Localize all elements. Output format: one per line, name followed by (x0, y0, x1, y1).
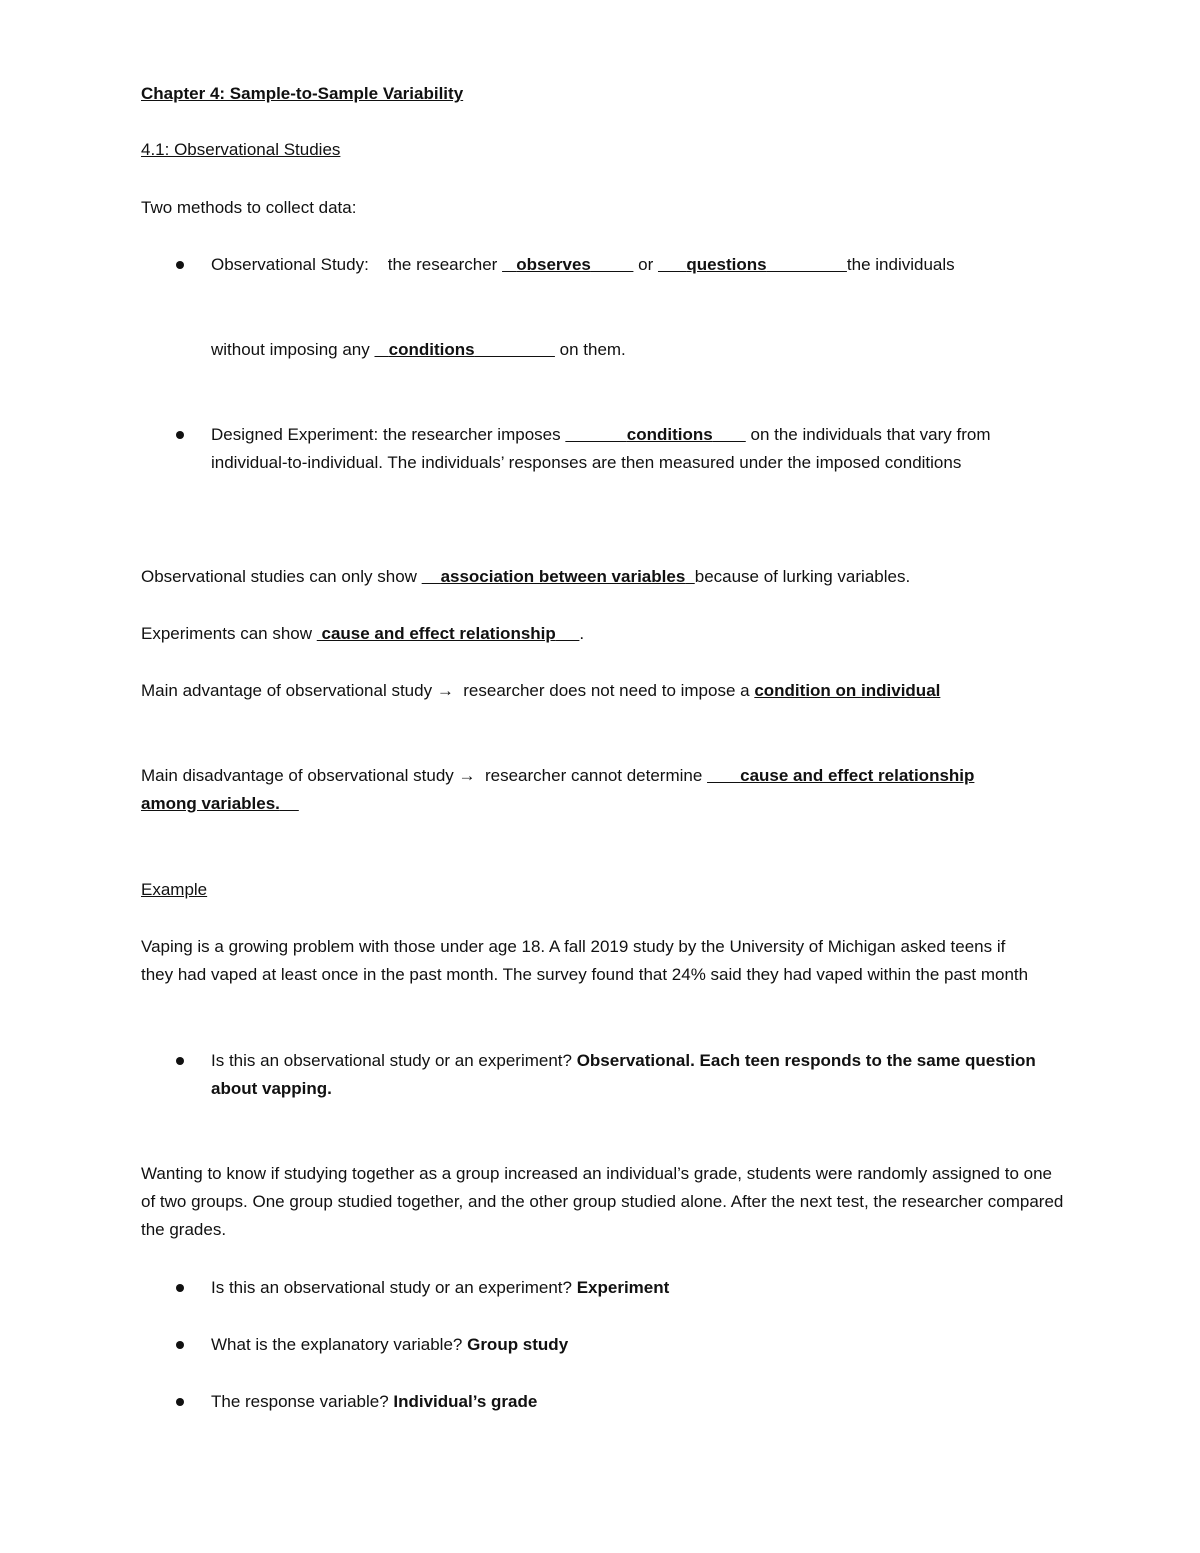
obs-study-line2: without imposing any conditions on them. (211, 340, 626, 359)
example2-answer2: Group study (467, 1335, 569, 1354)
bullet-icon (176, 1398, 184, 1406)
example2-text: Wanting to know if studying together as a group increased an individual’s grade, students were randomly assigned to one of two groups. One group studied together, and the other group studied alone. After the next test, the researcher compared the grades. (141, 1164, 1064, 1239)
exp-can-show: Experiments can show cause and effect relationship . (141, 624, 585, 643)
example1-answer: Observational. Each teen responds to the same question about vapping. (211, 1051, 1036, 1098)
answer-association: association between variables (440, 567, 686, 586)
main-disadvantage: Main disadvantage of observational study → researcher cannot determine cause and effect relationship among variables. (141, 766, 975, 813)
arrow-right-icon: → (458, 766, 476, 785)
observational-study-item: Observational Study: the researcher observes or questions the individuals (141, 251, 1096, 279)
obs-study-label: Observational Study: (211, 255, 369, 274)
example1-question-item: Is this an observational study or an experiment? Observational. Each teen responds to the same question about vapping. (141, 1047, 1066, 1103)
answer-disadvantage: cause and effect relationship among variables. (141, 766, 975, 813)
bullet-icon (176, 1341, 184, 1349)
answer-observes: observes (516, 255, 591, 274)
chapter-title: Chapter 4: Sample-to-Sample Variability (141, 84, 464, 103)
example2-answer3: Individual’s grade (393, 1392, 538, 1411)
obs-study-text2: the individuals (846, 255, 955, 274)
example2-answer1: Experiment (576, 1278, 670, 1297)
bullet-icon (176, 1284, 184, 1292)
main-advantage: Main advantage of observational study → researcher does not need to impose a condition on individual (141, 681, 941, 700)
answer-conditions-1: conditions (388, 340, 475, 359)
arrow-right-icon: → (436, 681, 454, 700)
answer-advantage: condition on individual (754, 681, 941, 700)
answer-conditions-2: conditions (626, 425, 713, 444)
bullet-icon (176, 431, 184, 439)
methods-intro: Two methods to collect data: (141, 198, 357, 217)
designed-experiment-item: Designed Experiment: the researcher imposes conditions on the individuals that vary from individual-to-individual. The individuals’ responses are then measured under the imposed conditions (141, 421, 1066, 477)
obs-can-show: Observational studies can only show association between variables because of lurking variables. (141, 567, 911, 586)
answer-questions: questions (686, 255, 767, 274)
bullet-icon (176, 1057, 184, 1065)
example2-question1-item: Is this an observational study or an experiment? Experiment (141, 1274, 1066, 1302)
bullet-icon (176, 261, 184, 269)
example1-text: Vaping is a growing problem with those under age 18. A fall 2019 study by the University of Michigan asked teens if they had vaped at least once in the past month. The survey found that 24% said they had vaped within the past month (141, 937, 1029, 984)
section-title: 4.1: Observational Studies (141, 140, 341, 159)
obs-study-text1: the researcher (387, 255, 503, 274)
example2-question3-item: The response variable? Individual’s grade (141, 1388, 1066, 1416)
answer-cause-effect: cause and effect relationship (321, 624, 556, 643)
example-heading: Example (141, 880, 208, 899)
example2-question2-item: What is the explanatory variable? Group study (141, 1331, 1066, 1359)
